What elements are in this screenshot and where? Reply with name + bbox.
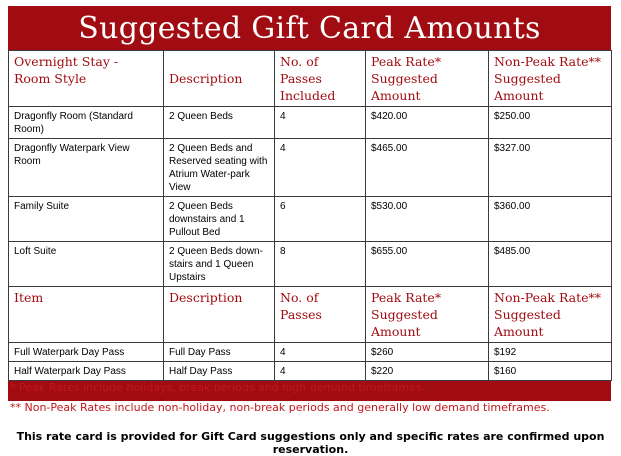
table-cell: 4 [275, 139, 366, 197]
table-cell: $465.00 [366, 139, 489, 197]
header-cell: No. of Passes [275, 287, 366, 343]
table-cell: 4 [275, 107, 366, 139]
room-table-header [9, 51, 612, 107]
table-cell: 8 [275, 242, 366, 287]
table-cell: Dragonfly Room (Standard Room) [9, 107, 164, 139]
table-cell: 4 [275, 343, 366, 362]
rates-table [8, 50, 612, 381]
table-cell: $160 [489, 362, 612, 381]
table-row [9, 139, 612, 197]
table-row [9, 197, 612, 242]
table-cell: Dragonfly Waterpark View Room [9, 139, 164, 197]
table-cell: $420.00 [366, 107, 489, 139]
header-cell: Item [9, 287, 164, 343]
table-cell: $192 [489, 343, 612, 362]
header-cell: No. of Passes Included [275, 51, 366, 107]
header-cell: Non-Peak Rate** Suggested Amount [489, 287, 612, 343]
rate-notes [10, 378, 550, 418]
header-cell: Non-Peak Rate** Suggested Amount [489, 51, 612, 107]
table-row [9, 343, 612, 362]
non-peak-rate-note: ** Non-Peak Rates include non-holiday, non-break periods and generally low demand timeframes. [10, 401, 550, 414]
title-banner [8, 6, 611, 50]
table-cell: 2 Queen Beds downstairs and 1 Pullout Bed [164, 197, 275, 242]
table-cell: 4 [275, 362, 366, 381]
table-cell: $220 [366, 362, 489, 381]
header-cell: Description [164, 287, 275, 343]
table-row [9, 107, 612, 139]
table-cell: 2 Queen Beds [164, 107, 275, 139]
header-cell: Peak Rate* Suggested Amount [366, 51, 489, 107]
table-cell: $250.00 [489, 107, 612, 139]
table-cell: $655.00 [366, 242, 489, 287]
table-cell: 2 Queen Beds and Reserved seating with Atrium Water-park View [164, 139, 275, 197]
header-cell: Overnight Stay - Room Style [9, 51, 164, 107]
table-cell: Full Day Pass [164, 343, 275, 362]
table-cell: $530.00 [366, 197, 489, 242]
table-cell: Half Day Pass [164, 362, 275, 381]
table-cell: 6 [275, 197, 366, 242]
header-cell: Peak Rate* Suggested Amount [366, 287, 489, 343]
table-cell: 2 Queen Beds down-stairs and 1 Queen Upstairs [164, 242, 275, 287]
table-cell: Family Suite [9, 197, 164, 242]
table-cell: Loft Suite [9, 242, 164, 287]
table-cell: $327.00 [489, 139, 612, 197]
header-cell: Description [164, 51, 275, 107]
peak-rate-note: * Peak Rates include holidays, break periods and high demand timeframes. [10, 381, 426, 394]
table-cell: $485.00 [489, 242, 612, 287]
disclaimer: This rate card is provided for Gift Card suggestions only and specific rates are confirmed upon reservation. [16, 430, 605, 456]
table-row [9, 242, 612, 287]
rate-card [8, 6, 611, 401]
table-cell: Full Waterpark Day Pass [9, 343, 164, 362]
table-cell: Half Waterpark Day Pass [9, 362, 164, 381]
pass-table-header [9, 287, 612, 343]
table-cell: $360.00 [489, 197, 612, 242]
page-title: Suggested Gift Card Amounts [78, 10, 541, 46]
table-cell: $260 [366, 343, 489, 362]
